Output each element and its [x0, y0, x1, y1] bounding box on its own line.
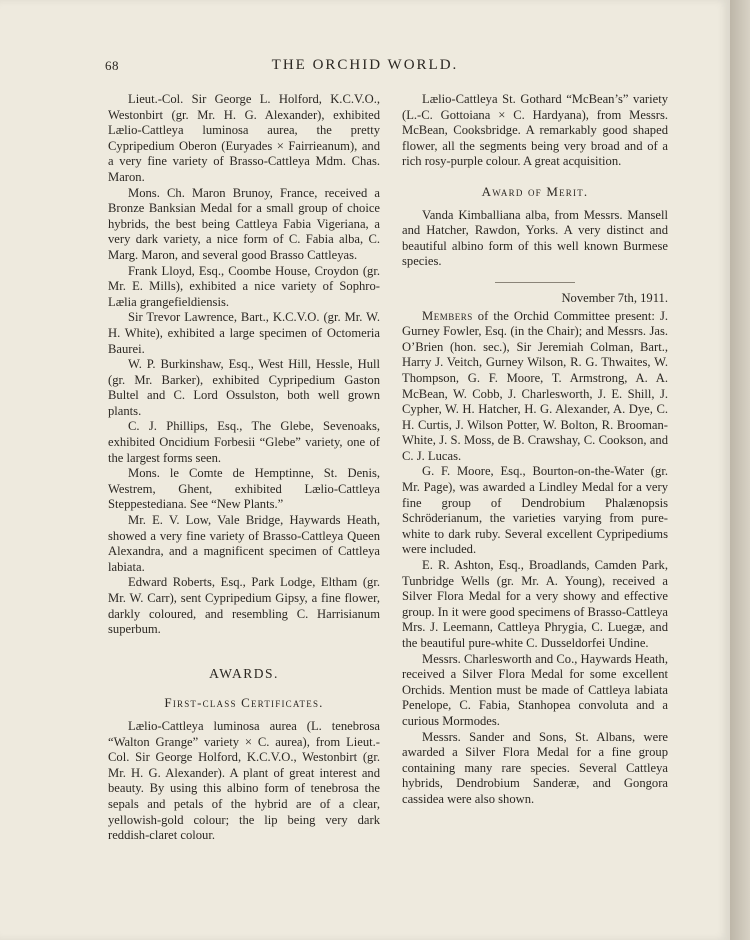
running-title: THE ORCHID WORLD. — [271, 57, 459, 73]
paragraph: Frank Lloyd, Esq., Coombe House, Croydon (gr. Mr. E. Mills), exhibited a nice variety of Sophro-Lælia grangefieldiensis. — [108, 263, 380, 309]
members-lead: Members — [422, 308, 473, 323]
meeting-date: November 7th, 1911. — [561, 290, 668, 305]
paragraph: C. J. Phillips, Esq., The Glebe, Sevenoaks, exhibited Oncidium Forbesii “Glebe” variety, one of the largest forms seen. — [108, 419, 380, 465]
paragraph: Messrs. Charlesworth and Co., Haywards Heath, received a Silver Flora Medal for some excellent Orchids. Mention must be made of Cattleya labiata Penelope, C. Fabia, Stanhopea convoluta and a curious Mormodes. — [402, 651, 668, 728]
paragraph: Mr. E. V. Low, Vale Bridge, Haywards Heath, showed a very fine variety of Brasso-Cattleya Queen Alexandra, and a magnificent specimen of Cattleya labiata. — [108, 513, 380, 574]
first-class-certificates-heading: First-class Certificates. — [164, 695, 324, 711]
paragraph: W. P. Burkinshaw, Esq., West Hill, Hessle, Hull (gr. Mr. Barker), exhibited Cypripedium Gaston Bultel and C. Lord Ossulston, both well grown plants. — [108, 357, 380, 418]
right-column — [402, 92, 668, 808]
members-paragraph — [402, 309, 668, 465]
paragraph: Lieut.-Col. Sir George L. Holford, K.C.V.O., Westonbirt (gr. Mr. H. G. Alexander), exhibited Lælio-Cattleya luminosa aurea, the pretty Cypripedium Oberon (Euryades × Fairrieanum), and a very fine variety of Brasso-Cattleya Mdm. Chas. Maron. — [108, 92, 380, 184]
section-divider — [495, 282, 575, 283]
members-text: of the Orchid Committee present: J. Gurney Fowler, Esq. (in the Chair); and Messrs. Jas. O’Brien (hon. sec.), Sir Jeremiah Colman, Bart., Harry J. Veitch, Gurney Wilson, R. G. Thwaites, W. Thompson, G. F. Moore, T. Armstrong, A. A. McBean, W. Cobb, J. Charlesworth, J. E. Shill, J. Cypher, W. H. Hatcher, H. G. Alexander, A. Dye, C. H. Curtis, J. Wilson Potter, W. Bolton, R. Brooman-White, J. S. Moss, de B. Crawshay, C. Cookson, and C. J. Lucas. — [402, 308, 668, 463]
paragraph: Lælio-Cattleya St. Gothard “McBean’s” variety (L.-C. Gottoiana × C. Hardyana), from Messrs. McBean, Cooksbridge. A remarkably good shaped flower, all the segments being very broad and of a rich rosy-purple colour. A great acquisition. — [402, 92, 668, 169]
paragraph: Mons. le Comte de Hemptinne, St. Denis, Westrem, Ghent, exhibited Lælio-Cattleya Steppestediana. See “New Plants.” — [108, 466, 380, 512]
paragraph: Edward Roberts, Esq., Park Lodge, Eltham (gr. Mr. W. Carr), sent Cypripedium Gipsy, a fine flower, darkly coloured, and resembling C. Harrisianum superbum. — [108, 575, 380, 637]
page-number: 68 — [105, 58, 119, 73]
left-column — [108, 92, 380, 844]
paragraph: G. F. Moore, Esq., Bourton-on-the-Water (gr. Mr. Page), was awarded a Lindley Medal for a very fine group of Dendrobium Phalænopsis Schröderianum, the varieties varying from pure-white to dark ruby. Several excellent Cypripediums were included. — [402, 464, 668, 557]
page-edge — [730, 0, 750, 940]
paragraph: E. R. Ashton, Esq., Broadlands, Camden Park, Tunbridge Wells (gr. Mr. A. Young), received a Silver Flora Medal for a very showy and effective group. In it were good specimens of Brasso-Cattleya Mrs. J. Leemann, Cattleya Phrygia, C. Luegæ, and the beautiful pure-white C. Dusseldorfei Undine. — [402, 558, 668, 650]
paragraph: Sir Trevor Lawrence, Bart., K.C.V.O. (gr. Mr. W. H. White), exhibited a large specimen of Octomeria Baurei. — [108, 310, 380, 356]
award-of-merit-heading: Award of Merit. — [481, 183, 589, 199]
paragraph: Messrs. Sander and Sons, St. Albans, were awarded a Silver Flora Medal for a fine group containing many rare species. Several Cattleya hybrids, Dendrobium Sanderæ, and Gongora cassidea were also shown. — [402, 729, 668, 806]
paragraph: Vanda Kimballiana alba, from Messrs. Mansell and Hatcher, Rawdon, Yorks. A very distinct and beautiful albino form of this well known Burmese species. — [402, 207, 668, 269]
awards-heading: AWARDS. — [209, 665, 279, 681]
paragraph: Lælio-Cattleya luminosa aurea (L. tenebrosa “Walton Grange” variety × C. aurea), from Lieut.-Col. Sir George Holford, K.C.V.O., Westonbirt (gr. Mr. H. G. Alexander). A plant of great interest and beauty. By using this albino form of tenebrosa the sepals and petals of the hybrid are of a clear, yellowish-gold colour; the lip being very dark reddish-claret colour. — [108, 718, 380, 843]
paragraph: Mons. Ch. Maron Brunoy, France, received a Bronze Banksian Medal for a small group of choice hybrids, the best being Cattleya Fabia Vigeriana, a very dark variety, a nice form of C. Fabia alba, C. Marg. Maron, and several good Brasso Cattleyas. — [108, 185, 380, 262]
